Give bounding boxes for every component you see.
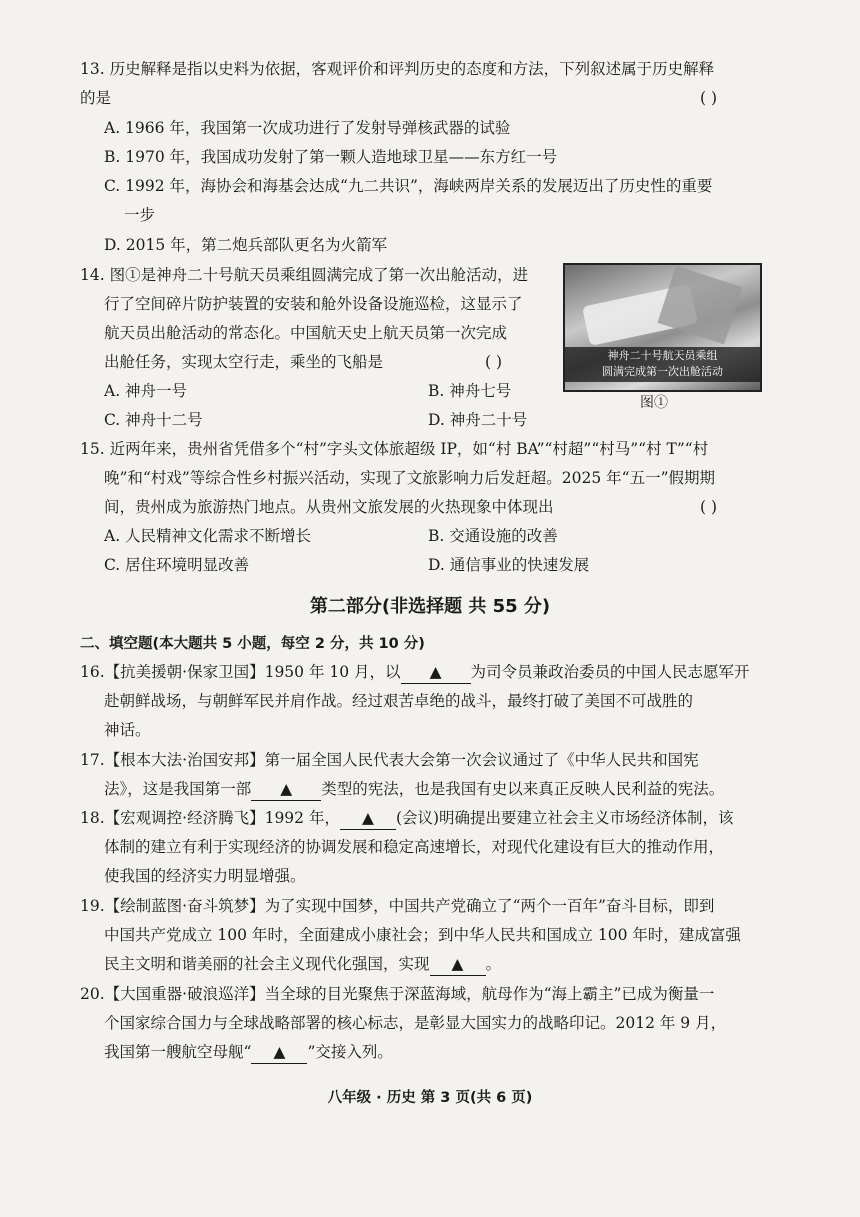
q16-blank[interactable]: ▲ <box>401 661 471 684</box>
q20-line2: 个国家综合国力与全球战略部署的核心标志，是彰显大国实力的战略印记。2012 年 9 月， <box>104 1014 727 1032</box>
q15-answer-paren: ( ) <box>700 498 718 516</box>
q13-option-c-line1: C. 1992 年，海协会和海基会达成“九二共识”，海峡两岸关系的发展迈出了历史性的重要 <box>104 177 713 195</box>
astronaut-shape <box>657 266 742 345</box>
q14-option-d: D. 神舟二十号 <box>428 411 528 429</box>
q18-blank[interactable]: ▲ <box>340 807 396 830</box>
q15-option-b: B. 交通设施的改善 <box>428 527 558 545</box>
q14-answer-paren: ( ) <box>485 353 503 371</box>
q20-post: ”交接入列。 <box>307 1043 393 1061</box>
page-footer: 八年级 · 历史 第 3 页(共 6 页) <box>327 1090 533 1106</box>
q13-option-d: D. 2015 年，第二炮兵部队更名为火箭军 <box>104 236 388 254</box>
q19-line1: 19.【绘制蓝图·奋斗筑梦】为了实现中国梦，中国共产党确立了“两个一百年”奋斗目标，即到 <box>80 897 715 915</box>
q18-post: (会议)明确提出要建立社会主义市场经济体制，该 <box>395 809 734 827</box>
q14-stem-line3: 航天员出舱活动的常态化。中国航天史上航天员第一次完成 <box>104 324 508 342</box>
q15-stem-line2: 晚”和“村戏”等综合性乡村振兴活动，实现了文旅影响力后发赶超。2025 年“五一”假期期 <box>104 469 715 487</box>
q16-line2: 赴朝鲜战场，与朝鲜军民并肩作战。经过艰苦卓绝的战斗，最终打破了美国不可战胜的 <box>104 692 694 710</box>
figure-caption-line1: 神舟二十号航天员乘组 <box>607 349 718 362</box>
q18-line3: 使我国的经济实力明显增强。 <box>104 867 306 885</box>
q13-answer-paren: ( ) <box>700 89 718 107</box>
section-title: 第二部分(非选择题 共 55 分) <box>309 596 551 617</box>
q13-option-a: A. 1966 年，我国第一次成功进行了发射导弹核武器的试验 <box>104 119 511 137</box>
q18-line2: 体制的建立有利于实现经济的协调发展和稳定高速增长，对现代化建设有巨大的推动作用， <box>104 838 725 856</box>
q16-line3: 神话。 <box>104 721 151 739</box>
q19-line3 <box>104 953 501 976</box>
q17-line2 <box>104 778 724 801</box>
figure-caption-line2: 圆满完成第一次出舱活动 <box>602 365 723 378</box>
q20-pre: 我国第一艘航空母舰“ <box>104 1043 252 1061</box>
q17-line1: 17.【根本大法·治国安邦】第一届全国人民代表大会第一次会议通过了《中华人民共和国宪 <box>80 751 699 769</box>
q19-post: 。 <box>485 955 502 973</box>
q17-pre: 法》，这是我国第一部 <box>104 780 252 798</box>
q16-pre: 16.【抗美援朝·保家卫国】1950 年 10 月，以 <box>80 663 401 681</box>
q20-blank[interactable]: ▲ <box>251 1041 307 1064</box>
q19-line2: 中国共产党成立 100 年时，全面建成小康社会；到中华人民共和国成立 100 年时，建成富强 <box>104 926 741 944</box>
q14-stem-line1: 14. 图①是神舟二十号航天员乘组圆满完成了第一次出舱活动，进 <box>80 266 529 284</box>
q20-line1: 20.【大国重器·破浪巡洋】当全球的目光聚焦于深蓝海域，航母作为“海上霸主”已成为衡量一 <box>80 985 715 1003</box>
q13-stem-line1: 13. 历史解释是指以史料为依据，客观评价和评判历史的态度和方法，下列叙述属于历史解释 <box>80 60 715 78</box>
q14-option-b: B. 神舟七号 <box>428 382 512 400</box>
q14-stem-line4: 出舱任务，实现太空行走，乘坐的飞船是 <box>104 353 384 371</box>
q14-option-a: A. 神舟一号 <box>104 382 188 400</box>
q15-stem-line1: 15. 近两年来，贵州省凭借多个“村”字头文体旅超级 IP，如“村 BA”“村超”“村马”“村 T”“村 <box>80 440 709 458</box>
q17-post: 类型的宪法，也是我国有史以来真正反映人民利益的宪法。 <box>321 780 725 798</box>
q19-pre: 民主文明和谐美丽的社会主义现代化强国，实现 <box>104 955 430 973</box>
q15-option-c: C. 居住环境明显改善 <box>104 556 250 574</box>
q19-blank[interactable]: ▲ <box>430 953 486 976</box>
figure-1-photo <box>563 263 762 392</box>
q18-line1 <box>80 807 734 830</box>
figure-caption-bar <box>565 347 760 382</box>
q18-pre: 18.【宏观调控·经济腾飞】1992 年， <box>80 809 340 827</box>
q15-option-a: A. 人民精神文化需求不断增长 <box>104 527 312 545</box>
q15-stem-line3: 间，贵州成为旅游热门地点。从贵州文旅发展的火热现象中体现出 <box>104 498 554 516</box>
q16-post: 为司令员兼政治委员的中国人民志愿军开 <box>470 663 750 681</box>
q14-option-c: C. 神舟十二号 <box>104 411 203 429</box>
q17-blank[interactable]: ▲ <box>251 778 321 801</box>
q20-line3 <box>104 1041 393 1064</box>
q16-line1 <box>80 661 750 684</box>
q13-option-b: B. 1970 年，我国成功发射了第一颗人造地球卫星——东方红一号 <box>104 148 558 166</box>
section-subtitle: 二、填空题(本大题共 5 小题，每空 2 分，共 10 分) <box>80 636 425 652</box>
q13-stem-line2: 的是 <box>80 89 112 107</box>
q13-option-c-line2: 一步 <box>124 206 156 224</box>
q15-option-d: D. 通信事业的快速发展 <box>428 556 590 574</box>
figure-1-label: 图① <box>640 395 668 411</box>
q14-stem-line2: 行了空间碎片防护装置的安装和舱外设备设施巡检，这显示了 <box>104 295 523 313</box>
